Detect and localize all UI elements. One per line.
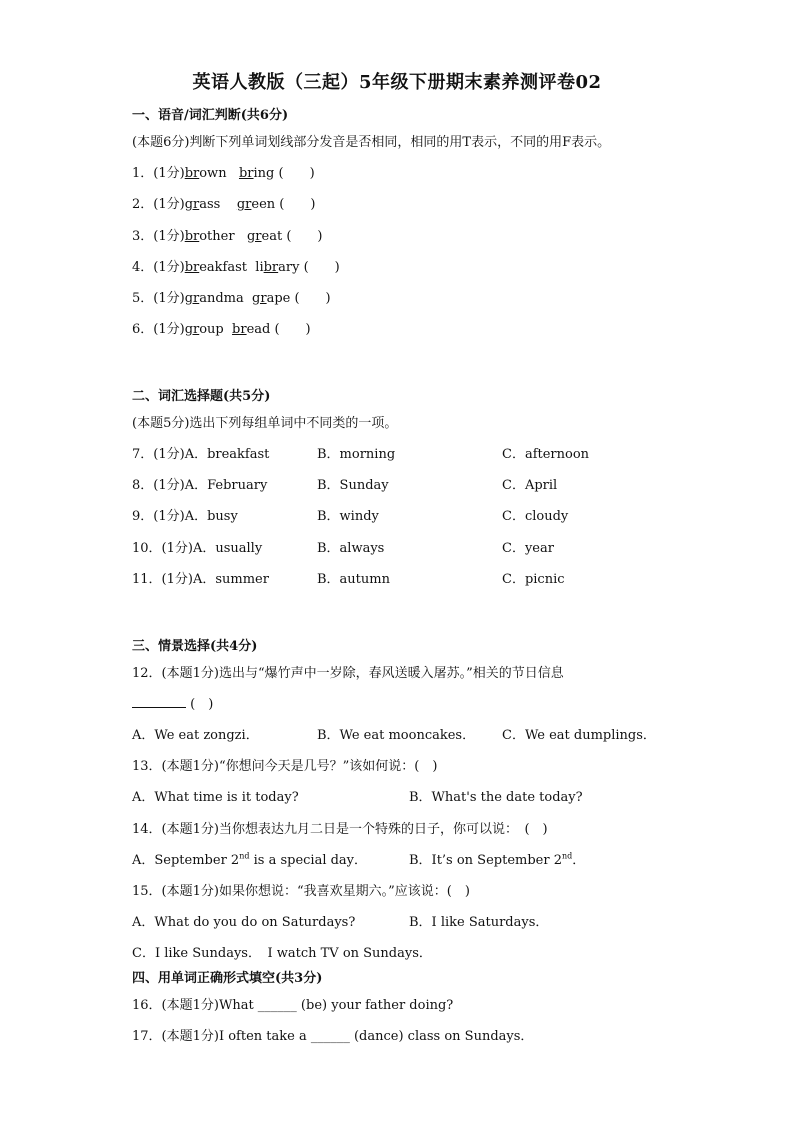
option-text: A．September 2 (132, 853, 240, 868)
word-rest: ass (199, 197, 221, 212)
word-rest: andma (199, 291, 244, 306)
option-b: B．What's the date today? (409, 790, 583, 805)
section-heading-4: 四、用单词正确形式填空(共3分) (132, 971, 323, 986)
option-c: C．year (502, 541, 554, 556)
question-11 (132, 568, 269, 587)
option-a: A．summer (192, 572, 269, 587)
question-15: 15．(本题1分)如果你想说：“我喜欢星期六。”应该说：( ) (132, 884, 470, 899)
question-13: 13．(本题1分)“你想问今天是几号？”该如何说：( ) (132, 759, 438, 774)
underlined-part: br (263, 260, 279, 275)
answer-paren: ( ) (282, 229, 323, 244)
section-heading-2: 二、词汇选择题(共5分) (132, 389, 271, 404)
underlined-part: gr (252, 291, 267, 306)
answer-paren: ( ) (299, 260, 340, 275)
question-number: 6．(1分) (132, 322, 185, 337)
option-c: C．April (502, 478, 558, 493)
question-12: 12．(本题1分)选出与“爆竹声中一岁除，春风送暖入屠苏。”相关的节日信息 (132, 666, 564, 681)
option-b: B．morning (317, 447, 396, 462)
word-rest: eakfast (199, 260, 248, 275)
underlined-part: gr (184, 322, 200, 337)
question-number: 8．(1分) (132, 478, 185, 493)
option-a: A．February (184, 478, 268, 493)
option-text: ． (572, 853, 586, 868)
word-rest: ing (253, 166, 275, 181)
instruction-1: (本题6分)判断下列单词划线部分发音是否相同，相同的用T表示，不同的用F表示。 (132, 135, 611, 150)
question-9 (132, 505, 238, 524)
option-c: C．We eat dumplings． (502, 728, 656, 743)
answer-blank[interactable] (132, 696, 186, 708)
ordinal-suffix: nd (239, 851, 250, 861)
question-number: 4．(1分) (132, 260, 185, 275)
question-8 (132, 474, 267, 493)
option-b: B．windy (317, 509, 379, 524)
option-a: A．What time is it today? (132, 790, 299, 805)
question-1 (132, 162, 315, 181)
question-number: 10．(1分) (132, 541, 193, 556)
question-6 (132, 318, 311, 337)
answer-paren: ( ) (270, 322, 311, 337)
question-12-blank-line (132, 693, 213, 712)
underlined-part: br (232, 322, 247, 337)
option-text: is a special day． (249, 853, 368, 868)
option-b (409, 849, 585, 868)
underlined-part: br (184, 229, 200, 244)
question-number: 1．(1分) (132, 166, 185, 181)
option-b: B．Sunday (317, 478, 389, 493)
question-number: 7．(1分) (132, 447, 185, 462)
word-rest: eat (261, 229, 283, 244)
answer-paren: ( ) (190, 697, 214, 712)
underlined-part: gr (246, 229, 262, 244)
section-heading-3: 三、情景选择(共4分) (132, 639, 258, 654)
option-c: C．picnic (502, 572, 565, 587)
word-rest: other (199, 229, 235, 244)
word-rest: own (199, 166, 227, 181)
option-a: A．We eat zongzi． (132, 728, 259, 743)
question-number: 5．(1分) (132, 291, 185, 306)
word-rest: een (251, 197, 276, 212)
question-2 (132, 193, 315, 212)
section-heading-1: 一、语音/词汇判断(共6分) (132, 108, 289, 123)
question-14: 14．(本题1分)当你想表达九月二日是一个特殊的日子，你可以说： ( ) (132, 822, 548, 837)
question-number: 11．(1分) (132, 572, 193, 587)
option-b: B．I like Saturdays． (409, 915, 549, 930)
option-a: A．breakfast (184, 447, 270, 462)
underlined-part: br (184, 166, 200, 181)
underlined-part: gr (184, 197, 200, 212)
question-5 (132, 287, 331, 306)
ordinal-suffix: nd (561, 851, 573, 861)
option-a: A．What do you do on Saturdays? (132, 915, 356, 930)
option-b: B．always (317, 541, 385, 556)
question-number: 2．(1分) (132, 197, 185, 212)
question-17: 17．(本题1分)I often take a ______ (dance) class on Sundays． (132, 1029, 534, 1044)
option-a (132, 849, 367, 868)
instruction-2: (本题5分)选出下列每组单词中不同类的一项。 (132, 416, 398, 431)
answer-paren: ( ) (274, 166, 315, 181)
word-rest: ead (246, 322, 271, 337)
underlined-part: gr (236, 197, 252, 212)
question-10 (132, 537, 262, 556)
answer-paren: ( ) (290, 291, 331, 306)
option-a: A．usually (192, 541, 263, 556)
option-b: B．autumn (317, 572, 390, 587)
underlined-part: gr (184, 291, 200, 306)
option-b: B．We eat mooncakes． (317, 728, 476, 743)
option-text: B．It’s on September 2 (409, 853, 562, 868)
question-number: 9．(1分) (132, 509, 185, 524)
page-title: 英语人教版（三起）5年级下册期末素养测评卷02 (192, 72, 602, 93)
underlined-part: br (184, 260, 200, 275)
underlined-part: br (238, 166, 254, 181)
word-rest: ary (278, 260, 300, 275)
word-rest: ape (266, 291, 291, 306)
answer-paren: ( ) (275, 197, 316, 212)
word-prefix: li (255, 260, 264, 275)
option-c: C．cloudy (502, 509, 569, 524)
option-c: C．afternoon (502, 447, 590, 462)
question-4 (132, 256, 340, 275)
question-16: 16．(本题1分)What ______ (be) your father doing? (132, 998, 454, 1013)
option-c: C．I like Sundays． I watch TV on Sundays． (132, 946, 432, 961)
option-a: A．busy (184, 509, 238, 524)
question-number: 3．(1分) (132, 229, 185, 244)
word-rest: oup (199, 322, 224, 337)
question-3 (132, 225, 322, 244)
question-7 (132, 443, 269, 462)
